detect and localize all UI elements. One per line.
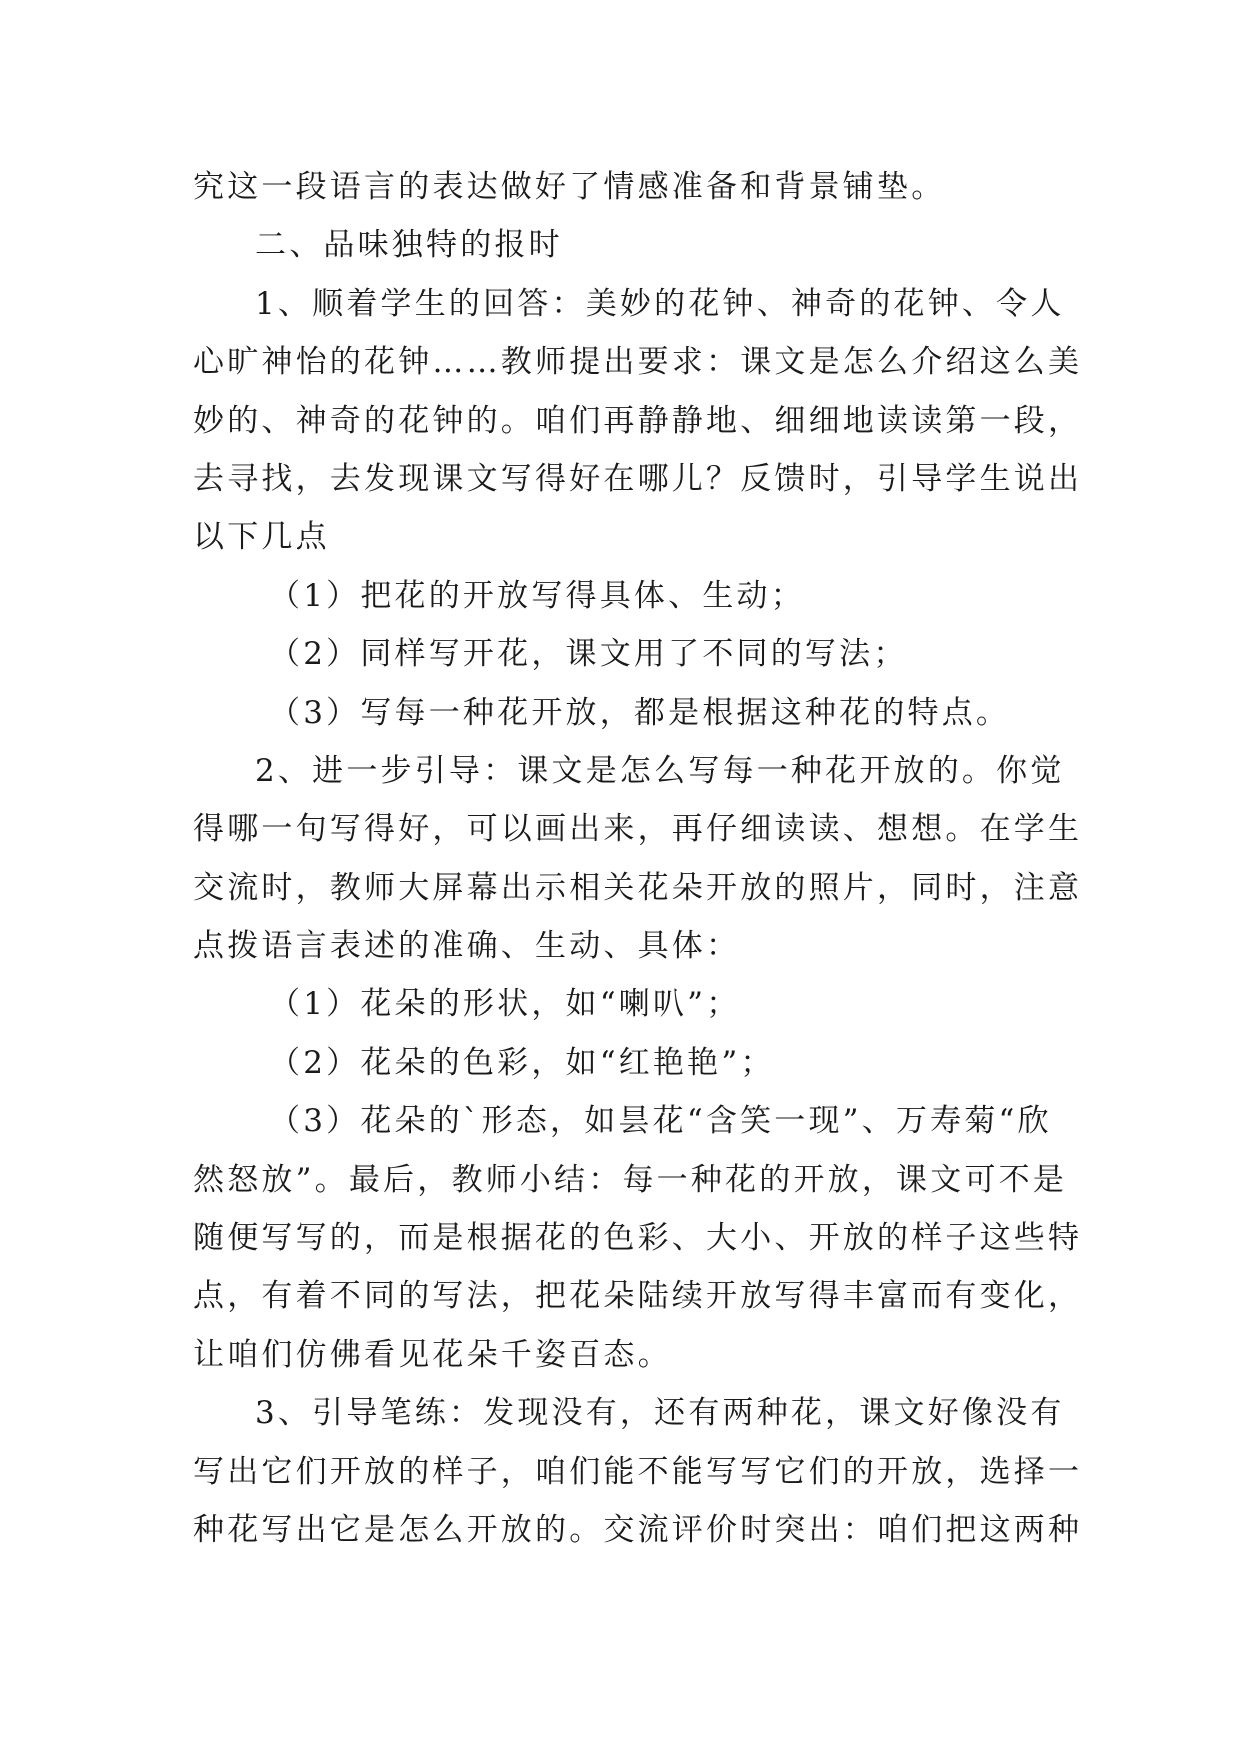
text-line: 1、顺着学生的回答：美妙的花钟、神奇的花钟、令人 — [255, 285, 1065, 322]
text-line: 点拨语言表述的准确、生动、具体： — [193, 928, 741, 965]
text-line: 随便写写的，而是根据花的色彩、大小、开放的样子这些特 — [193, 1220, 1083, 1257]
list-item: （1）把花的开放写得具体、生动； — [269, 577, 805, 614]
text-line: 去寻找，去发现课文写得好在哪儿？反馈时，引导学生说出 — [193, 460, 1083, 497]
text-line: 写出它们开放的样子，咱们能不能写写它们的开放，选择一 — [193, 1453, 1083, 1490]
text-line: 点，有着不同的写法，把花朵陆续开放写得丰富而有变化， — [193, 1278, 1083, 1315]
text-line: 种花写出它是怎么开放的。交流评价时突出：咱们把这两种 — [193, 1511, 1083, 1548]
text-line: 交流时，教师大屏幕出示相关花朵开放的照片，同时，注意 — [193, 869, 1083, 906]
list-item: （3）花朵的`形态，如昙花“含笑一现”、万寿菊“欣 — [269, 1103, 1052, 1140]
list-item: （2）花朵的色彩，如“红艳艳”； — [269, 1044, 775, 1081]
text-line: 2、进一步引导：课文是怎么写每一种花开放的。你觉 — [255, 752, 1065, 789]
list-item: （2）同样写开花，课文用了不同的写法； — [269, 636, 908, 673]
text-line: 心旷神怡的花钟……教师提出要求：课文是怎么介绍这么美 — [193, 344, 1083, 381]
document-body — [193, 158, 1083, 1559]
list-item: （3）写每一种花开放，都是根据这种花的特点。 — [269, 694, 1011, 731]
text-line: 3、引导笔练：发现没有，还有两种花，课文好像没有 — [255, 1395, 1065, 1432]
section-heading: 二、品味独特的报时 — [255, 227, 563, 264]
text-line: 妙的、神奇的花钟的。咱们再静静地、细细地读读第一段， — [193, 402, 1083, 439]
text-line: 以下几点 — [193, 519, 330, 556]
list-item: （1）花朵的形状，如“喇叭”； — [269, 986, 741, 1023]
text-line: 让咱们仿佛看见花朵千姿百态。 — [193, 1336, 672, 1373]
text-line: 得哪一句写得好，可以画出来，再仔细读读、想想。在学生 — [193, 811, 1083, 848]
text-line: 然怒放”。最后，教师小结：每一种花的开放，课文可不是 — [193, 1161, 1068, 1198]
text-line: 究这一段语言的表达做好了情感准备和背景铺垫。 — [193, 169, 946, 205]
